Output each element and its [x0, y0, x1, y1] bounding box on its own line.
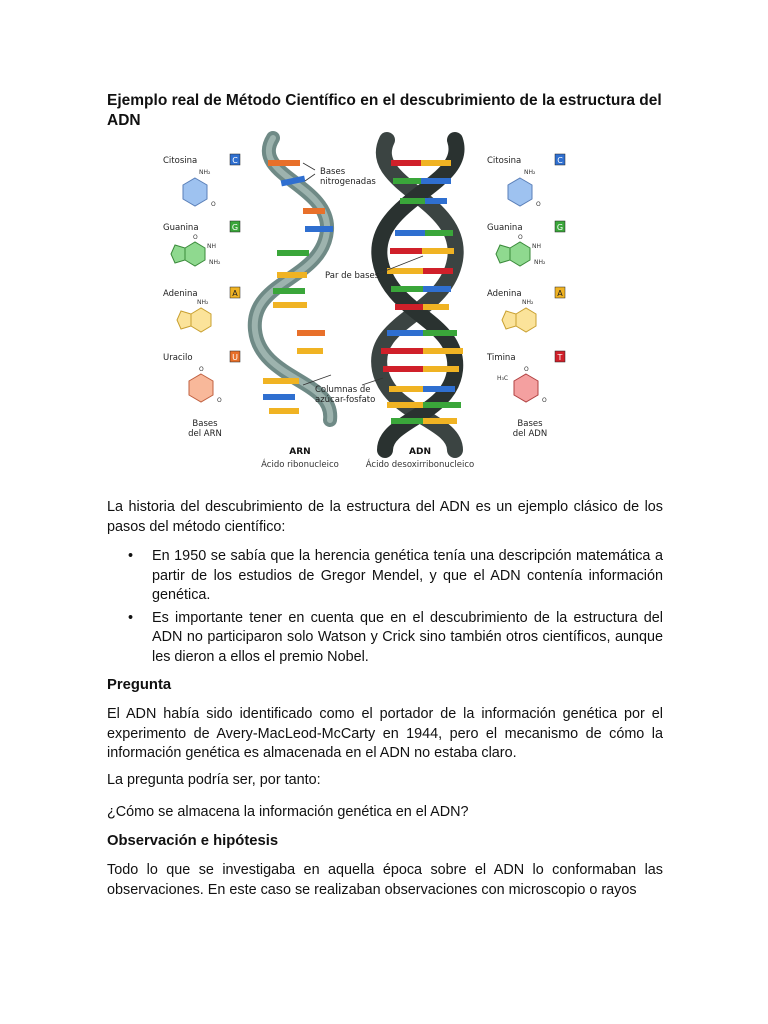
arn-title: ARN [289, 447, 311, 457]
svg-text:H₃C: H₃C [497, 375, 509, 382]
adenine-ring-right [516, 308, 536, 332]
right-base-letter-2: A [557, 289, 563, 298]
page-title: Ejemplo real de Método Científico en el descubrimiento de la estructura del ADN [107, 92, 662, 129]
right-base-letter-1: G [556, 223, 564, 232]
cytosine-ring-right [508, 178, 532, 206]
arn-subtitle: Ácido ribonucleico [261, 460, 339, 470]
label-nitrogenadas: nitrogenadas [320, 177, 376, 187]
svg-text:NH₂: NH₂ [534, 259, 546, 266]
bullet-text: En 1950 se sabía que la herencia genética tenía una descripción matemática a partir de los estudios de Gregor Mendel, y que el ADN contenía información genética. [152, 548, 663, 604]
svg-text:NH₂: NH₂ [197, 299, 209, 306]
svg-text:O: O [536, 201, 541, 208]
adn-subtitle: Ácido desoxirribonucleico [365, 460, 475, 470]
right-base-letter-0: C [557, 156, 563, 165]
svg-text:O: O [211, 201, 216, 208]
svg-text:O: O [193, 234, 198, 241]
left-base-letter-3: U [232, 353, 238, 362]
left-base-letter-1: G [231, 223, 239, 232]
bullet-dot: • [128, 609, 134, 626]
intro-paragraph: La historia del descubrimiento de la estructura del ADN es un ejemplo clásico de los pasos del método científico: [107, 499, 663, 535]
svg-text:NH: NH [207, 243, 216, 250]
svg-text:NH₂: NH₂ [522, 299, 534, 306]
heading-observacion: Observación e hipótesis [107, 833, 279, 849]
label-columnas-2: azúcar-fosfato [315, 395, 376, 405]
label-bases: Bases [320, 167, 346, 177]
left-base-name-0: Citosina [163, 156, 198, 166]
right-base-name-1: Guanina [487, 223, 523, 233]
svg-text:O: O [542, 397, 547, 404]
svg-text:Basesdel ADN [513, 419, 547, 439]
caption-left-2: del ARN [188, 429, 222, 439]
caption-right-1: Bases [517, 419, 543, 429]
label-par-de-bases: Par de bases [325, 271, 380, 281]
callout-columnas [303, 375, 383, 405]
left-base-letter-0: C [232, 156, 238, 165]
caption-right-2: del ADN [512, 429, 548, 439]
left-base-name-3: Uracilo [163, 353, 193, 363]
bullet-list [107, 547, 663, 671]
cytosine-ring-left [183, 178, 207, 206]
svg-text:NH₂: NH₂ [524, 169, 536, 176]
question-paragraph: ¿Cómo se almacena la información genética en el ADN? [107, 804, 469, 820]
svg-text:Basesdel ARN [188, 419, 222, 439]
right-base-letter-3: T [557, 353, 563, 362]
caption-left-1: Bases [192, 419, 218, 429]
left-base-name-1: Guanina [163, 223, 199, 233]
left-base-name-2: Adenina [163, 289, 198, 299]
adn-title: ADN [409, 447, 431, 457]
svg-text:O: O [199, 366, 204, 373]
right-base-name-2: Adenina [487, 289, 522, 299]
left-bases-column [163, 154, 240, 439]
svg-text:O: O [524, 366, 529, 373]
guanine-ring-left [185, 242, 205, 266]
svg-text:Columnas deazúcar-fosfato [315, 385, 375, 405]
pregunta-paragraph: El ADN había sido identificado como el portador de la información genética por el experimento de Avery-MacLeod-McCarty en 1944, pero el mecanismo de cómo la información genética es almacenada en el ADN no estaba claro. [107, 706, 663, 762]
svg-text:NH₂: NH₂ [199, 169, 211, 176]
right-base-name-0: Citosina [487, 156, 522, 166]
right-bases-column [486, 154, 565, 439]
uracil-ring-left [189, 374, 213, 402]
right-base-name-3: Timina [487, 353, 516, 363]
thymine-ring-right [514, 374, 538, 402]
heading-pregunta: Pregunta [107, 677, 172, 693]
svg-text:Basesnitrogenadas [320, 167, 376, 187]
dna-rna-figure [155, 130, 575, 475]
svg-text:NH₂: NH₂ [209, 259, 221, 266]
bullet-item [107, 609, 663, 668]
adenine-ring-left [191, 308, 211, 332]
label-columnas-1: Columnas de [315, 385, 371, 395]
observacion-paragraph: Todo lo que se investigaba en aquella época sobre el ADN lo conformaban las observaciones. En este caso se realizaban observaciones con microscopio o rayos [107, 862, 663, 898]
svg-text:O: O [518, 234, 523, 241]
svg-text:NH: NH [532, 243, 541, 250]
bullet-item [107, 547, 663, 606]
bullet-text: Es importante tener en cuenta que en el descubrimiento de la estructura del ADN no participaron solo Watson y Crick sino también otros científicos, aunque les dieron a ellos el premio Nobel. [152, 609, 663, 665]
guanine-ring-right [510, 242, 530, 266]
bullet-dot: • [128, 548, 134, 564]
svg-text:O: O [217, 397, 222, 404]
callout-bases-nitrogenadas [303, 163, 376, 187]
pregunta-podria-paragraph: La pregunta podría ser, por tanto: [107, 772, 321, 788]
left-base-letter-2: A [232, 289, 238, 298]
